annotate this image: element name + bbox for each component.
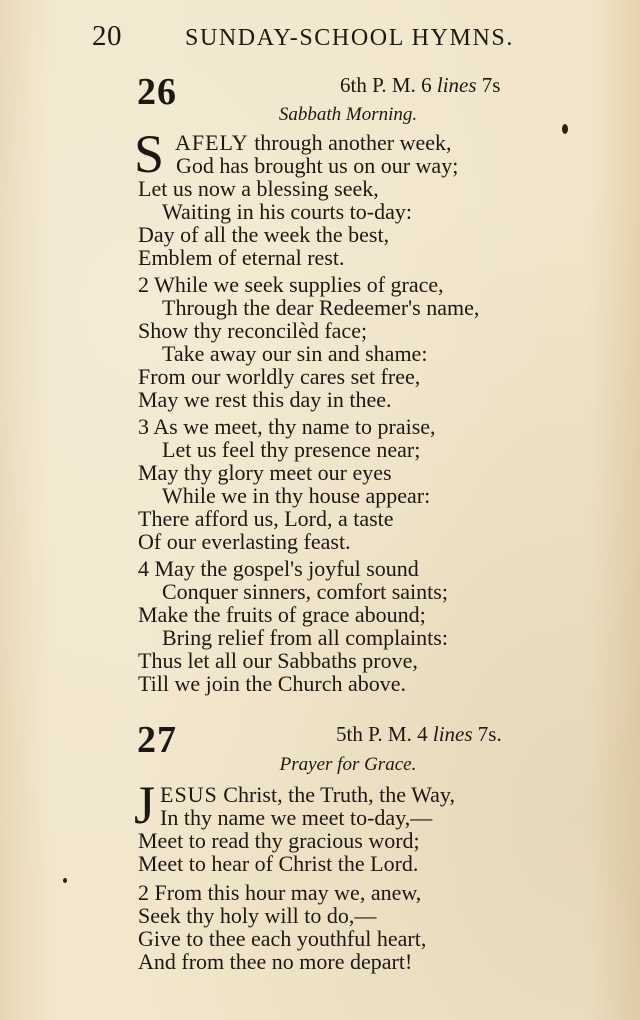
hymn-line: Conquer sinners, comfort saints; [162, 579, 448, 604]
hymn-line: 4 May the gospel's joyful sound [138, 556, 419, 581]
hymn-line: Thus let all our Sabbaths prove, [138, 648, 418, 673]
hymn-meter: 5th P. M. 4 lines 7s. [336, 722, 502, 746]
hymn-line: May we rest this day in thee. [138, 387, 392, 412]
hymn-line: Day of all the week the best, [138, 222, 390, 247]
ink-speck [562, 124, 568, 134]
hymn-line: Waiting in his courts to-day: [162, 199, 412, 224]
hymn-line: 2 From this hour may we, anew, [138, 880, 422, 905]
hymn-line: Meet to read thy gracious word; [138, 828, 420, 853]
running-head [0, 20, 640, 54]
hymn-line: There afford us, Lord, a taste [138, 506, 394, 531]
hymn-line: Emblem of eternal rest. [138, 245, 345, 270]
page-number: 20 [92, 20, 122, 52]
hymn-line: Through the dear Redeemer's name, [162, 295, 480, 320]
running-title: SUNDAY-SCHOOL HYMNS. [185, 25, 514, 51]
hymn-line: 3 As we meet, thy name to praise, [138, 414, 436, 439]
hymn-line: Show thy reconcilèd face; [138, 318, 368, 343]
hymn-line: From our worldly cares set free, [138, 364, 421, 389]
drop-cap: J [134, 775, 156, 835]
hymn-line: Till we join the Church above. [138, 671, 407, 696]
hymn-subtitle: Prayer for Grace. [279, 754, 417, 775]
hymn-line: God has brought us on our way; [176, 153, 459, 178]
drop-cap: S [134, 124, 165, 184]
hymn-line: In thy name we meet to-day,— [160, 805, 433, 830]
hymn-line: And from thee no more depart! [138, 949, 413, 974]
hymn-number: 26 [137, 71, 177, 113]
hymn-subtitle: Sabbath Morning. [278, 104, 418, 125]
hymn-number: 27 [137, 719, 177, 761]
hymn-line: Take away our sin and shame: [162, 341, 428, 366]
hymn-meter: 6th P. M. 6 lines 7s [340, 73, 501, 97]
hymn-line: Let us feel thy presence near; [162, 437, 421, 462]
hymn-line: Bring relief from all complaints: [162, 625, 448, 650]
hymn-line: May thy glory meet our eyes [138, 460, 392, 485]
ink-speck [63, 878, 67, 883]
hymn-line: Make the fruits of grace abound; [138, 602, 426, 627]
hymn-line-first: AFELY through another week, [175, 130, 452, 155]
hymn-line: Give to thee each youthful heart, [138, 926, 427, 951]
hymn-line: Meet to hear of Christ the Lord. [138, 851, 419, 876]
hymn-line-first: ESUS Christ, the Truth, the Way, [160, 782, 455, 807]
hymn-line: Let us now a blessing seek, [138, 176, 379, 201]
hymn-line: 2 While we seek supplies of grace, [138, 272, 444, 297]
hymn-line: Of our everlasting feast. [138, 529, 351, 554]
hymn-line: Seek thy holy will to do,— [138, 903, 377, 928]
hymn-line: While we in thy house appear: [162, 483, 431, 508]
